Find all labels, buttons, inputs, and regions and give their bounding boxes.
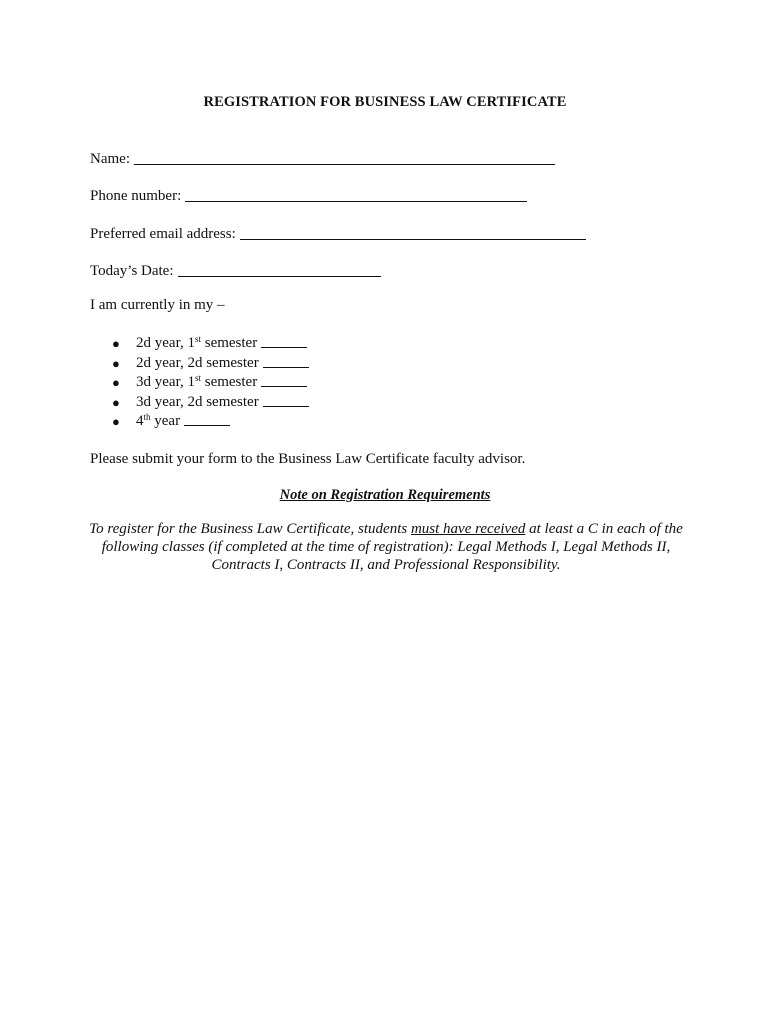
email-blank-line[interactable]: [240, 225, 586, 240]
bullet-icon: ●: [112, 355, 120, 371]
emphasis-underline: must have received: [410, 521, 526, 537]
note-body: To register for the Business Law Certificate, students must have received at least a C in each of the following classes (if completed at the time of registration): Legal Methods I, Legal Methods II, Contracts I, Contracts II, and Professional Responsibility.: [89, 521, 683, 573]
option-blank-line[interactable]: [263, 394, 309, 407]
note-heading: Note on Registration Requirements: [279, 487, 491, 503]
date-label: Today’s Date:: [90, 263, 174, 279]
bullet-icon: ●: [112, 414, 120, 430]
option-blank-line[interactable]: [263, 355, 309, 368]
bullet-icon: ●: [112, 375, 120, 391]
date-blank-line[interactable]: [178, 262, 381, 277]
submit-instructions: Please submit your form to the Business Law Certificate faculty advisor.: [90, 451, 526, 467]
bullet-icon: ●: [112, 394, 120, 410]
year-option: ● 2d year, 1st semester: [112, 334, 309, 354]
option-blank-line[interactable]: [184, 413, 230, 426]
year-intro: I am currently in my –: [90, 297, 225, 313]
date-field: [90, 260, 381, 280]
email-field: [90, 223, 586, 243]
page-title: REGISTRATION FOR BUSINESS LAW CERTIFICATE: [203, 94, 567, 110]
name-blank-line[interactable]: [134, 150, 555, 165]
year-options-list: [112, 334, 309, 432]
phone-label: Phone number:: [90, 188, 182, 204]
year-option: ● 4th year: [112, 412, 309, 432]
option-blank-line[interactable]: [261, 374, 307, 387]
bullet-icon: ●: [112, 336, 120, 351]
year-option: ● 2d year, 2d semester: [112, 354, 309, 374]
year-option: ● 3d year, 1st semester: [112, 373, 309, 393]
name-label: Name:: [90, 151, 130, 167]
name-field: [90, 148, 555, 168]
year-option: ● 3d year, 2d semester: [112, 393, 309, 413]
email-label: Preferred email address:: [90, 226, 236, 242]
phone-blank-line[interactable]: [185, 187, 527, 202]
option-blank-line[interactable]: [261, 335, 307, 348]
phone-field: [90, 185, 527, 205]
